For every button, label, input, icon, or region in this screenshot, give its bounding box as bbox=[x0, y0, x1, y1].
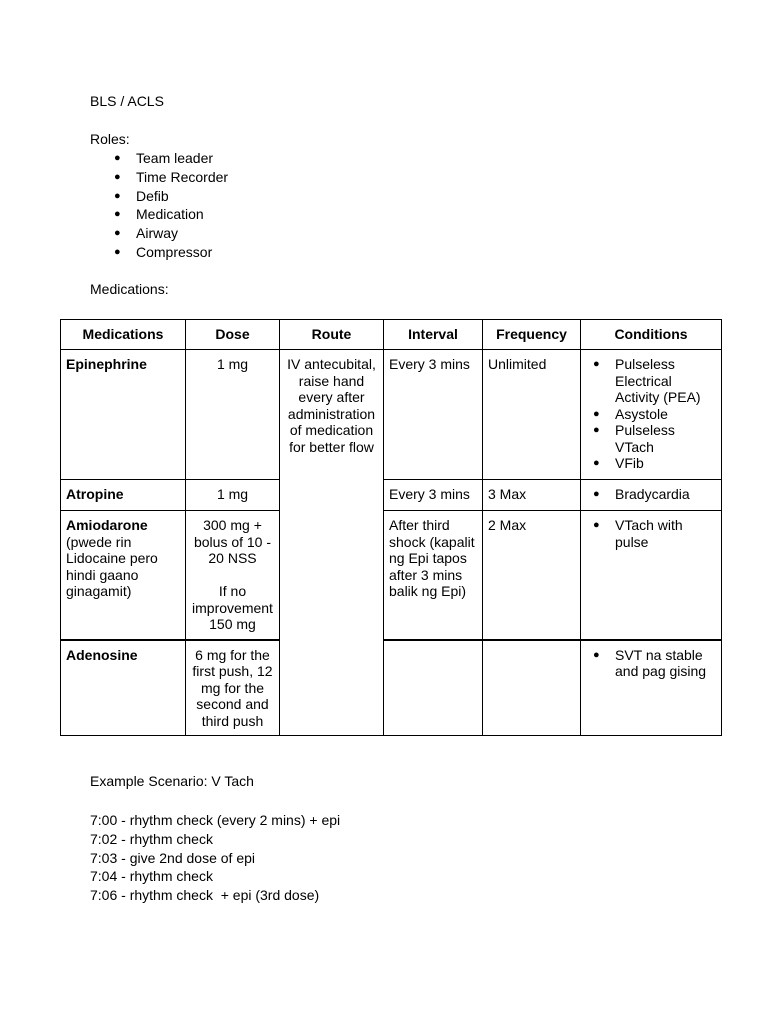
frequency-cell: Unlimited bbox=[483, 350, 581, 480]
role-item: ● Team leader bbox=[90, 149, 228, 168]
table-row bbox=[61, 480, 722, 511]
timeline-step: 7:04 - rhythm check bbox=[90, 868, 213, 885]
medication-name: Amiodarone bbox=[66, 517, 148, 533]
header-dose: Dose bbox=[186, 320, 280, 350]
conditions-list bbox=[586, 647, 716, 680]
frequency-cell: 2 Max bbox=[483, 511, 581, 640]
medication-name: Epinephrine bbox=[61, 350, 186, 480]
condition-item: ● VFib bbox=[586, 455, 716, 472]
conditions-cell bbox=[581, 480, 722, 511]
header-route: Route bbox=[280, 320, 384, 350]
role-item: ● Medication bbox=[90, 205, 228, 224]
document-title: BLS / ACLS bbox=[90, 93, 164, 109]
header-frequency: Frequency bbox=[483, 320, 581, 350]
conditions-list bbox=[586, 356, 716, 472]
frequency-cell: 3 Max bbox=[483, 480, 581, 511]
dose-extra-text: If no improvement 150 mg bbox=[192, 583, 273, 632]
dose-cell bbox=[186, 511, 280, 640]
header-interval: Interval bbox=[384, 320, 483, 350]
table-row bbox=[61, 640, 722, 736]
roles-label: Roles: bbox=[90, 131, 130, 147]
condition-item: ● Pulseless VTach bbox=[586, 422, 716, 455]
medications-table bbox=[60, 319, 722, 736]
scenario-timeline bbox=[90, 811, 340, 905]
conditions-cell bbox=[581, 350, 722, 480]
conditions-cell bbox=[581, 640, 722, 736]
role-item: ● Airway bbox=[90, 224, 228, 243]
medications-label: Medications: bbox=[90, 281, 169, 297]
timeline-step: 7:02 - rhythm check bbox=[90, 830, 213, 847]
role-item: ● Defib bbox=[90, 187, 228, 206]
dose-cell: 6 mg for the first push, 12 mg for the second and third push bbox=[186, 640, 280, 736]
table-row bbox=[61, 511, 722, 640]
conditions-list bbox=[586, 486, 716, 503]
timeline-step: 7:06 - rhythm check + epi (3rd dose) bbox=[90, 887, 320, 904]
scenario-label: Example Scenario: V Tach bbox=[90, 773, 254, 789]
header-medications: Medications bbox=[61, 320, 186, 350]
role-item: ● Compressor bbox=[90, 243, 228, 262]
dose-cell: 1 mg bbox=[186, 480, 280, 511]
medication-note: (pwede rin Lidocaine pero hindi gaano ginagamit) bbox=[66, 533, 158, 599]
condition-item: ● Bradycardia bbox=[586, 486, 716, 503]
condition-item: ● VTach with pulse bbox=[586, 517, 716, 550]
condition-item: ● Pulseless Electrical Activity (PEA) bbox=[586, 356, 716, 406]
interval-cell: After third shock (kapalit ng Epi tapos after 3 mins balik ng Epi) bbox=[384, 511, 483, 640]
route-cell: IV antecubital, raise hand every after administration of medication for better flow bbox=[280, 350, 384, 736]
interval-cell: Every 3 mins bbox=[384, 480, 483, 511]
role-item: ● Time Recorder bbox=[90, 168, 228, 187]
condition-item: ● SVT na stable and pag gising bbox=[586, 647, 716, 680]
table-header-row bbox=[61, 320, 722, 350]
condition-item: ● Asystole bbox=[586, 406, 716, 423]
conditions-list bbox=[586, 517, 716, 550]
dose-text: 300 mg + bolus of 10 - 20 NSS bbox=[193, 517, 272, 566]
timeline-step: 7:03 - give 2nd dose of epi bbox=[90, 849, 256, 866]
table-row bbox=[61, 350, 722, 480]
header-conditions: Conditions bbox=[581, 320, 722, 350]
conditions-cell bbox=[581, 511, 722, 640]
dose-cell: 1 mg bbox=[186, 350, 280, 480]
medication-cell bbox=[61, 511, 186, 640]
medication-name: Atropine bbox=[61, 480, 186, 511]
timeline-step: 7:00 - rhythm check (every 2 mins) + epi bbox=[90, 812, 341, 828]
medication-name: Adenosine bbox=[61, 640, 186, 736]
interval-cell: Every 3 mins bbox=[384, 350, 483, 480]
roles-list bbox=[90, 149, 228, 262]
frequency-cell bbox=[483, 640, 581, 736]
interval-cell bbox=[384, 640, 483, 736]
